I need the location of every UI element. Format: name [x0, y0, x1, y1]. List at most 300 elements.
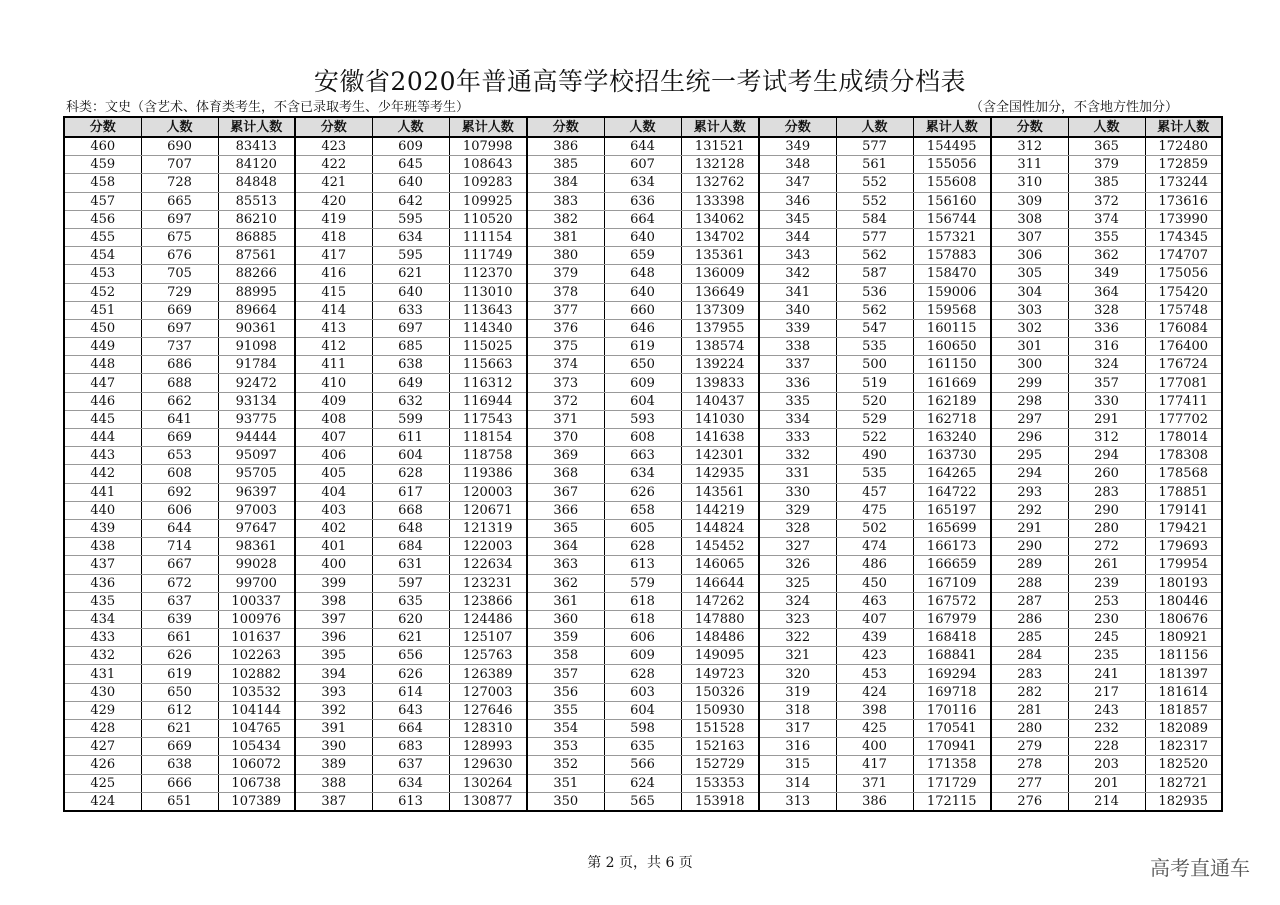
score-cell: 367 — [527, 483, 604, 501]
cumulative-cell: 149723 — [681, 665, 759, 683]
count-cell: 217 — [1068, 683, 1145, 701]
count-cell: 658 — [604, 501, 681, 519]
cumulative-cell: 134062 — [681, 210, 759, 228]
score-cell: 415 — [295, 283, 372, 301]
count-cell: 245 — [1068, 629, 1145, 647]
count-cell: 640 — [372, 174, 449, 192]
count-cell: 714 — [141, 538, 218, 556]
score-cell: 329 — [759, 501, 836, 519]
cumulative-cell: 170941 — [913, 738, 991, 756]
score-cell: 279 — [991, 738, 1068, 756]
score-cell: 326 — [759, 556, 836, 574]
cumulative-cell: 175056 — [1145, 265, 1222, 283]
count-cell: 619 — [604, 338, 681, 356]
cumulative-cell: 169294 — [913, 665, 991, 683]
table-row — [64, 629, 1222, 647]
count-cell: 612 — [141, 701, 218, 719]
cumulative-cell: 122003 — [449, 538, 527, 556]
cumulative-cell: 160115 — [913, 319, 991, 337]
count-cell: 631 — [372, 556, 449, 574]
cumulative-cell: 174345 — [1145, 228, 1222, 246]
cumulative-cell: 176084 — [1145, 319, 1222, 337]
score-cell: 351 — [527, 774, 604, 792]
score-cell: 306 — [991, 247, 1068, 265]
count-cell: 453 — [836, 665, 913, 683]
count-cell: 662 — [141, 392, 218, 410]
cumulative-cell: 156160 — [913, 192, 991, 210]
cumulative-cell: 181614 — [1145, 683, 1222, 701]
table-row — [64, 210, 1222, 228]
score-cell: 413 — [295, 319, 372, 337]
score-cell: 313 — [759, 792, 836, 811]
score-cell: 378 — [527, 283, 604, 301]
cumulative-cell: 172115 — [913, 792, 991, 811]
score-cell: 346 — [759, 192, 836, 210]
cumulative-cell: 119386 — [449, 465, 527, 483]
count-cell: 214 — [1068, 792, 1145, 811]
count-cell: 640 — [604, 283, 681, 301]
count-cell: 648 — [604, 265, 681, 283]
cumulative-cell: 126389 — [449, 665, 527, 683]
cumulative-cell: 117543 — [449, 410, 527, 428]
table-row — [64, 156, 1222, 174]
count-cell: 379 — [1068, 156, 1145, 174]
score-cell: 352 — [527, 756, 604, 774]
score-cell: 300 — [991, 356, 1068, 374]
cumulative-cell: 175420 — [1145, 283, 1222, 301]
cumulative-cell: 88995 — [218, 283, 295, 301]
score-cell: 402 — [295, 519, 372, 537]
count-cell: 645 — [372, 156, 449, 174]
score-cell: 276 — [991, 792, 1068, 811]
cumulative-cell: 167572 — [913, 592, 991, 610]
cumulative-cell: 88266 — [218, 265, 295, 283]
cumulative-cell: 128310 — [449, 720, 527, 738]
count-cell: 362 — [1068, 247, 1145, 265]
count-cell: 669 — [141, 429, 218, 447]
score-cell: 299 — [991, 374, 1068, 392]
cumulative-cell: 182317 — [1145, 738, 1222, 756]
cumulative-cell: 86210 — [218, 210, 295, 228]
count-cell: 656 — [372, 647, 449, 665]
count-cell: 417 — [836, 756, 913, 774]
count-cell: 683 — [372, 738, 449, 756]
cumulative-cell: 134702 — [681, 228, 759, 246]
cumulative-cell: 172480 — [1145, 137, 1222, 156]
cumulative-cell: 90361 — [218, 319, 295, 337]
subject-category-note: 科类：文史（含艺术、体育类考生，不含已录取考生、少年班等考生） — [66, 100, 470, 115]
table-row — [64, 756, 1222, 774]
score-cell: 418 — [295, 228, 372, 246]
count-cell: 628 — [372, 465, 449, 483]
cumulative-cell: 144219 — [681, 501, 759, 519]
count-cell: 291 — [1068, 410, 1145, 428]
score-cell: 283 — [991, 665, 1068, 683]
cumulative-cell: 142301 — [681, 447, 759, 465]
count-cell: 290 — [1068, 501, 1145, 519]
score-cell: 323 — [759, 610, 836, 628]
cumulative-cell: 92472 — [218, 374, 295, 392]
cumulative-cell: 177702 — [1145, 410, 1222, 428]
score-cell: 347 — [759, 174, 836, 192]
score-cell: 449 — [64, 338, 141, 356]
count-cell: 639 — [141, 610, 218, 628]
cumulative-cell: 93134 — [218, 392, 295, 410]
count-cell: 463 — [836, 592, 913, 610]
count-cell: 669 — [141, 301, 218, 319]
cumulative-cell: 152163 — [681, 738, 759, 756]
score-cell: 423 — [295, 137, 372, 156]
score-cell: 316 — [759, 738, 836, 756]
count-cell: 624 — [604, 774, 681, 792]
count-cell: 737 — [141, 338, 218, 356]
score-cell: 311 — [991, 156, 1068, 174]
cumulative-cell: 91784 — [218, 356, 295, 374]
score-cell: 341 — [759, 283, 836, 301]
score-cell: 282 — [991, 683, 1068, 701]
cumulative-cell: 149095 — [681, 647, 759, 665]
score-cell: 451 — [64, 301, 141, 319]
count-cell: 633 — [372, 301, 449, 319]
cumulative-cell: 140437 — [681, 392, 759, 410]
cumulative-cell: 124486 — [449, 610, 527, 628]
score-cell: 446 — [64, 392, 141, 410]
score-cell: 452 — [64, 283, 141, 301]
score-cell: 322 — [759, 629, 836, 647]
table-row — [64, 720, 1222, 738]
score-cell: 411 — [295, 356, 372, 374]
table-row — [64, 228, 1222, 246]
score-cell: 285 — [991, 629, 1068, 647]
cumulative-cell: 177411 — [1145, 392, 1222, 410]
table-row — [64, 483, 1222, 501]
count-cell: 364 — [1068, 283, 1145, 301]
count-cell: 608 — [604, 429, 681, 447]
cumulative-cell: 174707 — [1145, 247, 1222, 265]
cumulative-cell: 150326 — [681, 683, 759, 701]
score-cell: 295 — [991, 447, 1068, 465]
cumulative-cell: 97003 — [218, 501, 295, 519]
score-cell: 380 — [527, 247, 604, 265]
score-cell: 288 — [991, 574, 1068, 592]
score-cell: 431 — [64, 665, 141, 683]
score-cell: 405 — [295, 465, 372, 483]
cumulative-cell: 127003 — [449, 683, 527, 701]
cumulative-cell: 180676 — [1145, 610, 1222, 628]
score-cell: 372 — [527, 392, 604, 410]
score-cell: 338 — [759, 338, 836, 356]
score-cell: 437 — [64, 556, 141, 574]
count-cell: 649 — [372, 374, 449, 392]
cumulative-cell: 164722 — [913, 483, 991, 501]
cumulative-cell: 125107 — [449, 629, 527, 647]
count-cell: 243 — [1068, 701, 1145, 719]
cumulative-cell: 132762 — [681, 174, 759, 192]
score-cell: 336 — [759, 374, 836, 392]
score-cell: 421 — [295, 174, 372, 192]
score-cell: 425 — [64, 774, 141, 792]
count-cell: 230 — [1068, 610, 1145, 628]
count-cell: 648 — [372, 519, 449, 537]
count-cell: 235 — [1068, 647, 1145, 665]
count-cell: 519 — [836, 374, 913, 392]
table-row — [64, 574, 1222, 592]
score-cell: 330 — [759, 483, 836, 501]
cumulative-cell: 113643 — [449, 301, 527, 319]
score-cell: 459 — [64, 156, 141, 174]
count-cell: 650 — [141, 683, 218, 701]
score-cell: 277 — [991, 774, 1068, 792]
table-row — [64, 792, 1222, 811]
score-cell: 388 — [295, 774, 372, 792]
score-cell: 375 — [527, 338, 604, 356]
score-cell: 350 — [527, 792, 604, 811]
count-cell: 386 — [836, 792, 913, 811]
count-cell: 316 — [1068, 338, 1145, 356]
cumulative-cell: 100976 — [218, 610, 295, 628]
cumulative-cell: 180446 — [1145, 592, 1222, 610]
cumulative-cell: 160650 — [913, 338, 991, 356]
cumulative-cell: 171358 — [913, 756, 991, 774]
table-row — [64, 429, 1222, 447]
table-row — [64, 137, 1222, 156]
count-cell: 663 — [604, 447, 681, 465]
score-cell: 359 — [527, 629, 604, 647]
cumulative-cell: 173990 — [1145, 210, 1222, 228]
table-row — [64, 774, 1222, 792]
count-cell: 638 — [141, 756, 218, 774]
score-cell: 426 — [64, 756, 141, 774]
count-cell: 604 — [372, 447, 449, 465]
count-cell: 529 — [836, 410, 913, 428]
score-cell: 450 — [64, 319, 141, 337]
count-cell: 626 — [604, 483, 681, 501]
count-cell: 584 — [836, 210, 913, 228]
score-cell: 396 — [295, 629, 372, 647]
score-cell: 340 — [759, 301, 836, 319]
table-row — [64, 192, 1222, 210]
score-cell: 331 — [759, 465, 836, 483]
cumulative-cell: 94444 — [218, 429, 295, 447]
count-cell: 474 — [836, 538, 913, 556]
count-cell: 613 — [372, 792, 449, 811]
count-cell: 605 — [604, 519, 681, 537]
score-cell: 420 — [295, 192, 372, 210]
score-cell: 407 — [295, 429, 372, 447]
count-cell: 595 — [372, 247, 449, 265]
header-score: 分数 — [64, 117, 141, 137]
count-cell: 621 — [372, 629, 449, 647]
count-cell: 357 — [1068, 374, 1145, 392]
count-cell: 283 — [1068, 483, 1145, 501]
table-row — [64, 738, 1222, 756]
cumulative-cell: 180921 — [1145, 629, 1222, 647]
count-cell: 617 — [372, 483, 449, 501]
cumulative-cell: 181857 — [1145, 701, 1222, 719]
header-cumulative: 累计人数 — [449, 117, 527, 137]
count-cell: 423 — [836, 647, 913, 665]
cumulative-cell: 116944 — [449, 392, 527, 410]
count-cell: 621 — [372, 265, 449, 283]
cumulative-cell: 173616 — [1145, 192, 1222, 210]
count-cell: 324 — [1068, 356, 1145, 374]
cumulative-cell: 137955 — [681, 319, 759, 337]
cumulative-cell: 153918 — [681, 792, 759, 811]
count-cell: 261 — [1068, 556, 1145, 574]
cumulative-cell: 142935 — [681, 465, 759, 483]
header-score: 分数 — [295, 117, 372, 137]
score-cell: 349 — [759, 137, 836, 156]
count-cell: 672 — [141, 574, 218, 592]
count-cell: 653 — [141, 447, 218, 465]
score-cell: 364 — [527, 538, 604, 556]
header-score: 分数 — [991, 117, 1068, 137]
cumulative-cell: 123231 — [449, 574, 527, 592]
cumulative-cell: 165699 — [913, 519, 991, 537]
score-cell: 310 — [991, 174, 1068, 192]
cumulative-cell: 148486 — [681, 629, 759, 647]
header-score: 分数 — [527, 117, 604, 137]
score-cell: 342 — [759, 265, 836, 283]
score-cell: 339 — [759, 319, 836, 337]
score-cell: 381 — [527, 228, 604, 246]
count-cell: 372 — [1068, 192, 1145, 210]
cumulative-cell: 146065 — [681, 556, 759, 574]
count-cell: 621 — [141, 720, 218, 738]
score-cell: 395 — [295, 647, 372, 665]
count-cell: 640 — [372, 283, 449, 301]
page-footer: 第 2 页，共 6 页 — [587, 855, 693, 871]
score-cell: 374 — [527, 356, 604, 374]
count-cell: 371 — [836, 774, 913, 792]
score-cell: 404 — [295, 483, 372, 501]
count-cell: 457 — [836, 483, 913, 501]
count-cell: 603 — [604, 683, 681, 701]
table-row — [64, 647, 1222, 665]
count-cell: 272 — [1068, 538, 1145, 556]
cumulative-cell: 145452 — [681, 538, 759, 556]
header-count: 人数 — [372, 117, 449, 137]
score-cell: 408 — [295, 410, 372, 428]
cumulative-cell: 157321 — [913, 228, 991, 246]
score-cell: 335 — [759, 392, 836, 410]
count-cell: 365 — [1068, 137, 1145, 156]
count-cell: 312 — [1068, 429, 1145, 447]
score-cell: 355 — [527, 701, 604, 719]
score-cell: 371 — [527, 410, 604, 428]
cumulative-cell: 182520 — [1145, 756, 1222, 774]
cumulative-cell: 181156 — [1145, 647, 1222, 665]
score-cell: 455 — [64, 228, 141, 246]
cumulative-cell: 152729 — [681, 756, 759, 774]
score-cell: 320 — [759, 665, 836, 683]
score-cell: 414 — [295, 301, 372, 319]
score-cell: 376 — [527, 319, 604, 337]
score-cell: 337 — [759, 356, 836, 374]
cumulative-cell: 87561 — [218, 247, 295, 265]
cumulative-cell: 91098 — [218, 338, 295, 356]
score-cell: 304 — [991, 283, 1068, 301]
count-cell: 664 — [372, 720, 449, 738]
score-cell: 441 — [64, 483, 141, 501]
table-row — [64, 338, 1222, 356]
score-cell: 315 — [759, 756, 836, 774]
table-row — [64, 701, 1222, 719]
cumulative-cell: 107998 — [449, 137, 527, 156]
count-cell: 641 — [141, 410, 218, 428]
count-cell: 697 — [141, 210, 218, 228]
score-cell: 444 — [64, 429, 141, 447]
count-cell: 606 — [141, 501, 218, 519]
score-cell: 296 — [991, 429, 1068, 447]
count-cell: 577 — [836, 228, 913, 246]
score-cell: 429 — [64, 701, 141, 719]
count-cell: 618 — [604, 592, 681, 610]
score-cell: 456 — [64, 210, 141, 228]
count-cell: 552 — [836, 174, 913, 192]
score-cell: 382 — [527, 210, 604, 228]
score-cell: 436 — [64, 574, 141, 592]
table-row — [64, 410, 1222, 428]
score-cell: 334 — [759, 410, 836, 428]
score-cell: 353 — [527, 738, 604, 756]
score-cell: 343 — [759, 247, 836, 265]
cumulative-cell: 139833 — [681, 374, 759, 392]
cumulative-cell: 109283 — [449, 174, 527, 192]
score-cell: 397 — [295, 610, 372, 628]
cumulative-cell: 93775 — [218, 410, 295, 428]
cumulative-cell: 115025 — [449, 338, 527, 356]
count-cell: 668 — [372, 501, 449, 519]
score-cell: 366 — [527, 501, 604, 519]
count-cell: 597 — [372, 574, 449, 592]
cumulative-cell: 127646 — [449, 701, 527, 719]
count-cell: 561 — [836, 156, 913, 174]
score-cell: 387 — [295, 792, 372, 811]
table-row — [64, 392, 1222, 410]
cumulative-cell: 85513 — [218, 192, 295, 210]
score-cell: 417 — [295, 247, 372, 265]
score-cell: 360 — [527, 610, 604, 628]
cumulative-cell: 168841 — [913, 647, 991, 665]
count-cell: 330 — [1068, 392, 1145, 410]
score-cell: 385 — [527, 156, 604, 174]
count-cell: 636 — [604, 192, 681, 210]
count-cell: 697 — [372, 319, 449, 337]
cumulative-cell: 179954 — [1145, 556, 1222, 574]
cumulative-cell: 129630 — [449, 756, 527, 774]
score-cell: 401 — [295, 538, 372, 556]
score-cell: 301 — [991, 338, 1068, 356]
score-cell: 393 — [295, 683, 372, 701]
count-cell: 599 — [372, 410, 449, 428]
score-cell: 287 — [991, 592, 1068, 610]
cumulative-cell: 84120 — [218, 156, 295, 174]
cumulative-cell: 120671 — [449, 501, 527, 519]
count-cell: 607 — [604, 156, 681, 174]
score-cell: 440 — [64, 501, 141, 519]
cumulative-cell: 175748 — [1145, 301, 1222, 319]
score-cell: 357 — [527, 665, 604, 683]
count-cell: 425 — [836, 720, 913, 738]
count-cell: 644 — [604, 137, 681, 156]
count-cell: 439 — [836, 629, 913, 647]
count-cell: 619 — [141, 665, 218, 683]
count-cell: 450 — [836, 574, 913, 592]
score-cell: 293 — [991, 483, 1068, 501]
count-cell: 579 — [604, 574, 681, 592]
count-cell: 634 — [604, 174, 681, 192]
